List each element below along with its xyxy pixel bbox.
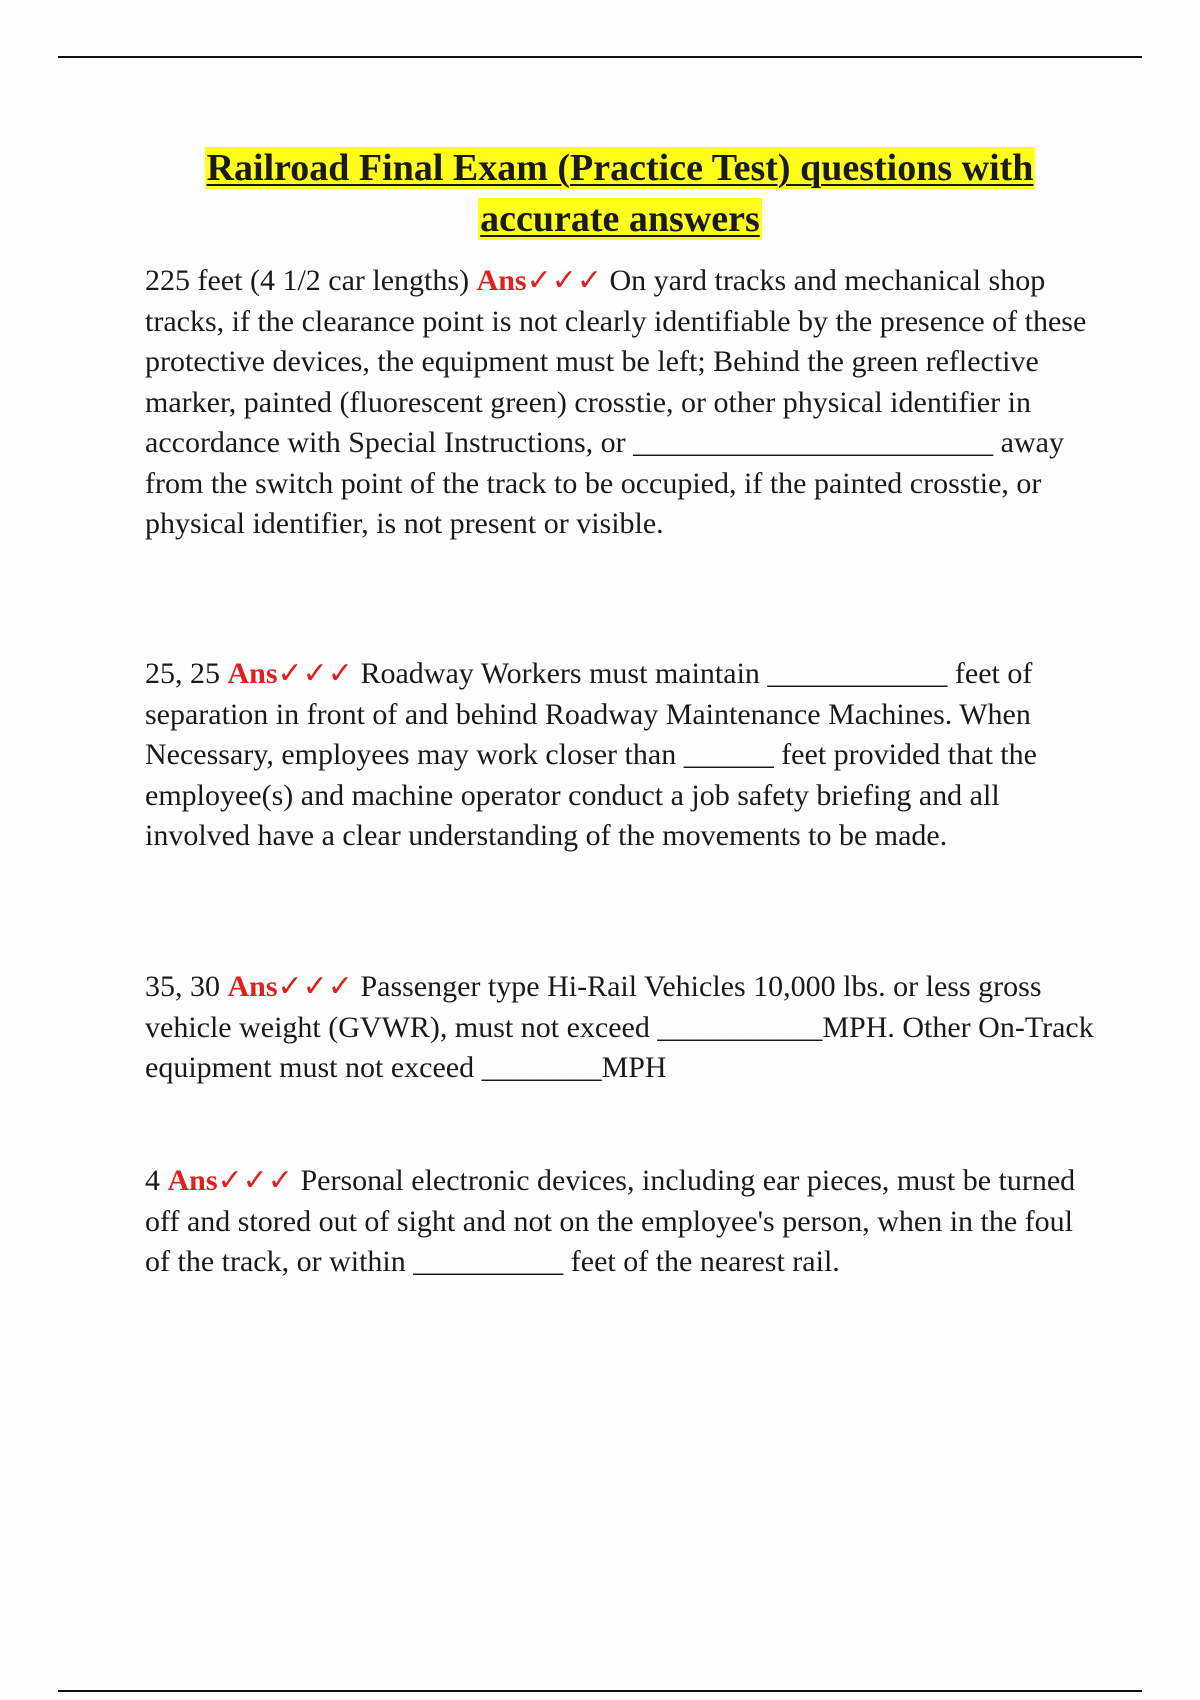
question-text: Roadway Workers must maintain ____________ feet of separation in front of and behind Roadway Maintenance Machines. When Necessary, employees may work closer than ______ feet provided that the employee(s) and machine operator conduct a job safety briefing and all involved have a clear understanding of the movements to be made. <box>145 657 1037 852</box>
check-marks-icon: ✓✓✓ <box>277 970 353 1003</box>
page-title <box>145 143 1095 245</box>
bottom-rule <box>58 1690 1142 1692</box>
qa-item-3 <box>145 967 1095 1089</box>
question-text: Personal electronic devices, including ear pieces, must be turned off and stored out of sight and not on the employee's person, when in the foul of the track, or within __________ feet of the nearest rail. <box>145 1164 1076 1278</box>
qa-item-1 <box>145 261 1095 545</box>
check-marks-icon: ✓✓✓ <box>526 264 603 297</box>
ans-label: Ans <box>167 1164 218 1197</box>
ans-label: Ans <box>476 264 527 297</box>
title-line-1: Railroad Final Exam (Practice Test) questions with <box>206 147 1034 189</box>
question-text: Passenger type Hi-Rail Vehicles 10,000 lbs. or less gross vehicle weight (GVWR), must not exceed ___________MPH. Other On-Track equipment must not exceed ________MPH <box>145 970 1094 1084</box>
question-text: On yard tracks and mechanical shop tracks, if the clearance point is not clearly identifiable by the presence of these protective devices, the equipment must be left; Behind the green reflective marker, painted (fluorescent green) crosstie, or other physical identifier in accordance with Special Instructions, or ________________________ away from the switch point of the track to be occupied, if the painted crosstie, or physical identifier, is not present or visible. <box>145 264 1087 540</box>
answer-text: 4 <box>145 1164 160 1197</box>
check-marks-icon: ✓✓✓ <box>277 657 353 690</box>
title-line-2: accurate answers <box>480 198 760 240</box>
ans-label: Ans <box>227 970 278 1003</box>
ans-label: Ans <box>227 657 278 690</box>
check-marks-icon: ✓✓✓ <box>217 1164 293 1197</box>
qa-item-2 <box>145 654 1095 857</box>
answer-text: 35, 30 <box>145 970 220 1003</box>
qa-item-4 <box>145 1161 1095 1283</box>
answer-text: 25, 25 <box>145 657 220 690</box>
top-rule <box>58 56 1142 58</box>
answer-text: 225 feet (4 1/2 car lengths) <box>145 264 470 297</box>
